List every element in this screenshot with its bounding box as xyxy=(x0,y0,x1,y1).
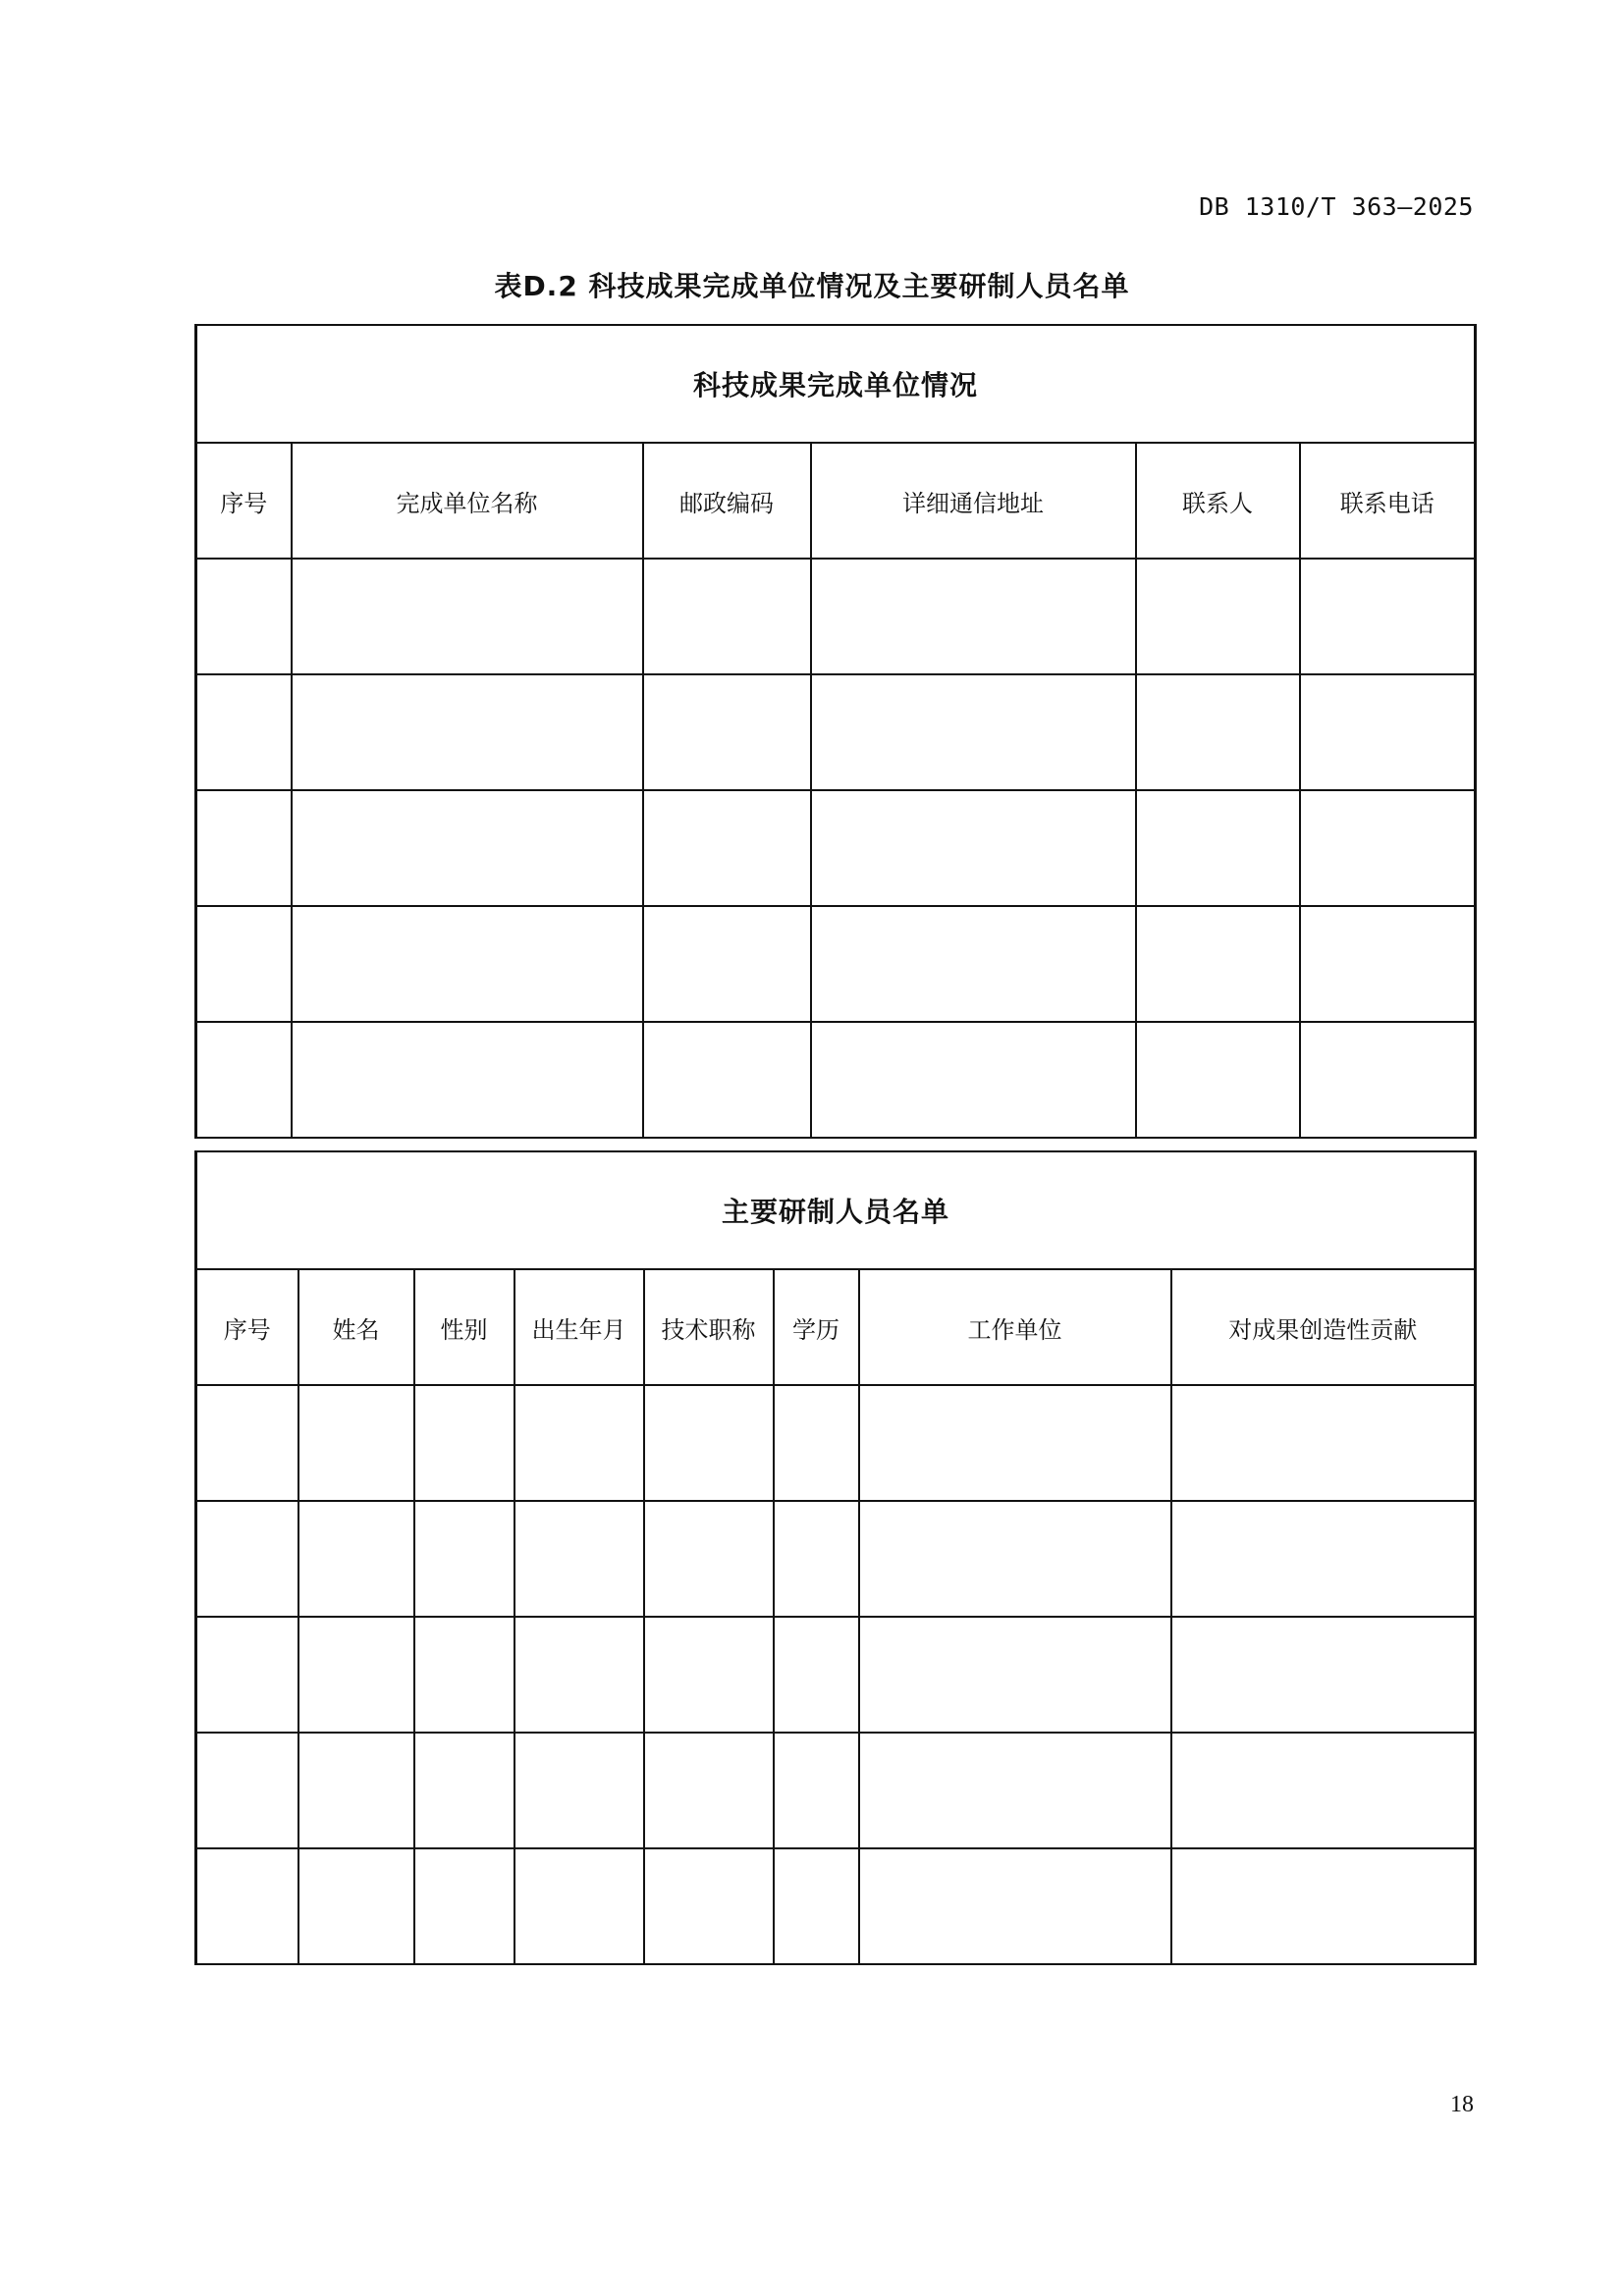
table-cell[interactable] xyxy=(196,1617,298,1733)
personnel-table-row xyxy=(196,1733,1476,1848)
table-cell[interactable] xyxy=(774,1617,859,1733)
table-cell[interactable] xyxy=(298,1848,414,1964)
table-cell[interactable] xyxy=(859,1848,1171,1964)
personnel-table-row xyxy=(196,1501,1476,1617)
unit-header-cell: 详细通信地址 xyxy=(811,443,1136,559)
table-cell[interactable] xyxy=(1300,906,1476,1022)
personnel-header-cell: 技术职称 xyxy=(644,1269,774,1385)
table-cell[interactable] xyxy=(644,1501,774,1617)
table-cell[interactable] xyxy=(859,1617,1171,1733)
table-cell[interactable] xyxy=(292,790,643,906)
personnel-section-title: 主要研制人员名单 xyxy=(196,1151,1476,1269)
unit-table-row xyxy=(196,1022,1476,1138)
table-cell[interactable] xyxy=(1136,674,1300,790)
unit-header-row xyxy=(196,443,1476,559)
table-cell[interactable] xyxy=(774,1501,859,1617)
table-cell[interactable] xyxy=(644,1848,774,1964)
unit-info-table xyxy=(194,324,1477,1139)
table-cell[interactable] xyxy=(292,1022,643,1138)
table-cell[interactable] xyxy=(1300,559,1476,674)
table-cell[interactable] xyxy=(1136,906,1300,1022)
table-cell[interactable] xyxy=(1136,1022,1300,1138)
table-cell[interactable] xyxy=(811,1022,1136,1138)
table-cell[interactable] xyxy=(514,1733,644,1848)
table-cell[interactable] xyxy=(514,1848,644,1964)
unit-table-row xyxy=(196,906,1476,1022)
table-cell[interactable] xyxy=(774,1385,859,1501)
table-cell[interactable] xyxy=(811,790,1136,906)
unit-table-row xyxy=(196,790,1476,906)
page-number: 18 xyxy=(1450,2092,1474,2117)
table-cell[interactable] xyxy=(774,1848,859,1964)
unit-header-cell: 序号 xyxy=(196,443,292,559)
table-cell[interactable] xyxy=(859,1733,1171,1848)
table-cell[interactable] xyxy=(414,1617,514,1733)
unit-table-row xyxy=(196,559,1476,674)
table-cell[interactable] xyxy=(859,1501,1171,1617)
table-cell[interactable] xyxy=(1300,674,1476,790)
table-cell[interactable] xyxy=(643,674,811,790)
table-cell[interactable] xyxy=(298,1501,414,1617)
personnel-header-cell: 工作单位 xyxy=(859,1269,1171,1385)
table-cell[interactable] xyxy=(196,674,292,790)
table-cell[interactable] xyxy=(196,790,292,906)
table-cell[interactable] xyxy=(859,1385,1171,1501)
table-cell[interactable] xyxy=(298,1617,414,1733)
table-cell[interactable] xyxy=(1171,1385,1476,1501)
personnel-header-cell: 序号 xyxy=(196,1269,298,1385)
personnel-header-row xyxy=(196,1269,1476,1385)
unit-header-cell: 邮政编码 xyxy=(643,443,811,559)
table-cell[interactable] xyxy=(643,1022,811,1138)
table-cell[interactable] xyxy=(1171,1733,1476,1848)
table-cell[interactable] xyxy=(1136,559,1300,674)
table-cell[interactable] xyxy=(196,1501,298,1617)
table-cell[interactable] xyxy=(1136,790,1300,906)
table-cell[interactable] xyxy=(1300,1022,1476,1138)
table-cell[interactable] xyxy=(414,1848,514,1964)
unit-header-cell: 完成单位名称 xyxy=(292,443,643,559)
table-cell[interactable] xyxy=(196,906,292,1022)
personnel-header-cell: 学历 xyxy=(774,1269,859,1385)
table-cell[interactable] xyxy=(414,1733,514,1848)
table-cell[interactable] xyxy=(196,1385,298,1501)
document-id: DB 1310/T 363—2025 xyxy=(1199,192,1474,221)
table-cell[interactable] xyxy=(514,1617,644,1733)
table-cell[interactable] xyxy=(414,1501,514,1617)
personnel-header-cell: 性别 xyxy=(414,1269,514,1385)
table-cell[interactable] xyxy=(196,1733,298,1848)
table-cell[interactable] xyxy=(643,790,811,906)
table-caption: 表D.2 科技成果完成单位情况及主要研制人员名单 xyxy=(494,270,1130,302)
table-cell[interactable] xyxy=(196,1022,292,1138)
table-cell[interactable] xyxy=(644,1733,774,1848)
table-cell[interactable] xyxy=(414,1385,514,1501)
table-cell[interactable] xyxy=(1171,1848,1476,1964)
table-cell[interactable] xyxy=(644,1617,774,1733)
personnel-list-table xyxy=(194,1150,1477,1965)
personnel-table-row xyxy=(196,1385,1476,1501)
table-cell[interactable] xyxy=(292,906,643,1022)
table-cell[interactable] xyxy=(514,1501,644,1617)
table-cell[interactable] xyxy=(643,559,811,674)
table-cell[interactable] xyxy=(774,1733,859,1848)
table-cell[interactable] xyxy=(292,559,643,674)
unit-header-cell: 联系电话 xyxy=(1300,443,1476,559)
table-cell[interactable] xyxy=(292,674,643,790)
table-cell[interactable] xyxy=(643,906,811,1022)
personnel-table-row xyxy=(196,1848,1476,1964)
table-cell[interactable] xyxy=(1300,790,1476,906)
personnel-header-cell: 对成果创造性贡献 xyxy=(1171,1269,1476,1385)
table-cell[interactable] xyxy=(811,559,1136,674)
personnel-header-cell: 出生年月 xyxy=(514,1269,644,1385)
personnel-header-cell: 姓名 xyxy=(298,1269,414,1385)
table-cell[interactable] xyxy=(811,674,1136,790)
table-cell[interactable] xyxy=(1171,1501,1476,1617)
table-cell[interactable] xyxy=(514,1385,644,1501)
unit-table-row xyxy=(196,674,1476,790)
unit-section-title: 科技成果完成单位情况 xyxy=(196,325,1476,443)
table-cell[interactable] xyxy=(196,559,292,674)
table-cell[interactable] xyxy=(811,906,1136,1022)
table-cell[interactable] xyxy=(644,1385,774,1501)
table-cell[interactable] xyxy=(298,1385,414,1501)
table-cell[interactable] xyxy=(196,1848,298,1964)
table-cell[interactable] xyxy=(298,1733,414,1848)
table-cell[interactable] xyxy=(1171,1617,1476,1733)
unit-header-cell: 联系人 xyxy=(1136,443,1300,559)
personnel-table-row xyxy=(196,1617,1476,1733)
